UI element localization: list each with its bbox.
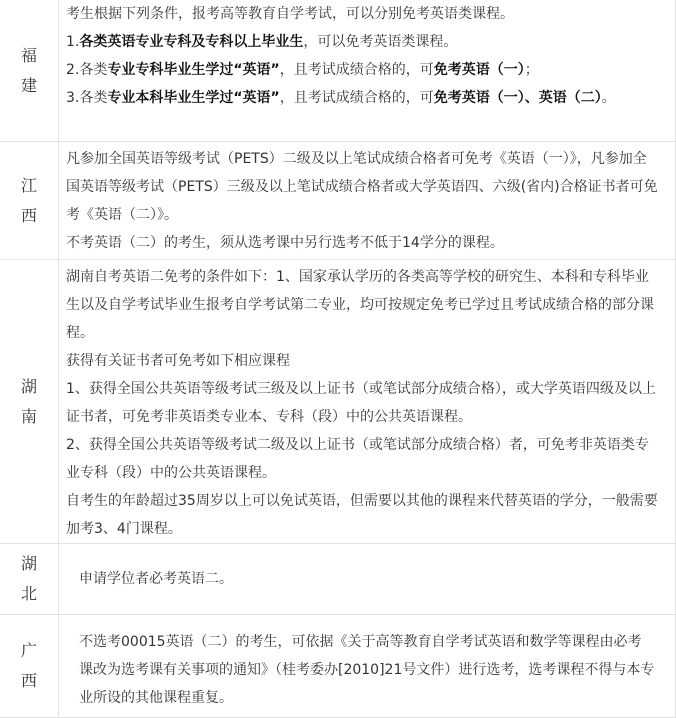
table-row [0, 260, 675, 544]
province-cell [0, 142, 59, 259]
province-cell [0, 0, 59, 141]
policy-paragraph: 1.各类英语专业专科及专科以上毕业生，可以免考英语类课程。 [66, 34, 458, 50]
province-cell [0, 260, 59, 543]
policy-paragraph: 2.各类专业专科毕业生学过“英语”，且考试成绩合格的，可免考英语（一）； [66, 62, 539, 78]
table-row [0, 615, 675, 718]
policy-text-emphasis: 免考英语（一）、英语（二） [433, 90, 602, 106]
table-row [0, 544, 675, 615]
policy-paragraph: 3.各类专业本科毕业生学过“英语”，且考试成绩合格的，可免考英语（一）、英语（二）。 [66, 90, 616, 106]
province-label: 福建 [20, 45, 37, 95]
policy-cell [59, 142, 675, 259]
policy-paragraph: 2、获得全国公共英语等级考试二级及以上证书（或笔试部分成绩合格）者，可免考非英语类专业专科（段）中的公共英语课程。 [66, 437, 649, 481]
policy-paragraph: 自考生的年龄超过35周岁以上可以免试英语，但需要以其他的课程来代替英语的学分，一般需要加考3、4门课程。 [66, 493, 658, 537]
policy-text-emphasis: 专业本科毕业生学过“英语” [107, 90, 280, 106]
province-label: 湖南 [20, 376, 37, 426]
province-label: 广西 [20, 641, 37, 690]
table-row [0, 0, 675, 142]
province-cell [0, 615, 59, 717]
policy-cell [59, 0, 675, 141]
policy-cell [59, 615, 675, 717]
policy-paragraph: 不选考00015英语（二）的考生，可依据《关于高等教育自学考试英语和数学等课程由必考课改为选考课有关事项的通知》（桂考委办[2010]21号文件）进行选考，选考课程不得与本专业所设的其他课程重复。 [79, 634, 655, 706]
policy-paragraph: 湖南自考英语二免考的条件如下：1、国家承认学历的各类高等学校的研究生、本科和专科毕业生以及自学考试毕业生报考自学考试第二专业，均可按规定免考已学过且考试成绩合格的部分课程。 [66, 269, 654, 341]
policy-paragraph: 不考英语（二）的考生，须从选考课中另行选考不低于14学分的课程。 [66, 235, 504, 251]
province-cell [0, 544, 59, 614]
table-row [0, 142, 675, 260]
policy-paragraph: 考生根据下列条件，报考高等教育自学考试，可以分别免考英语类课程。 [66, 6, 514, 22]
province-label: 江西 [20, 175, 37, 225]
policy-text-emphasis: 各类英语专业专科及专科以上毕业生 [79, 34, 304, 50]
policy-text-emphasis: 免考英语（一） [433, 62, 525, 78]
policy-cell [59, 544, 675, 614]
policy-paragraph: 1、获得全国公共英语等级考试三级及以上证书（或笔试部分成绩合格），或大学英语四级及以上证书者，可免考非英语类专业本、专科（段）中的公共英语课程。 [66, 381, 656, 425]
policy-cell [59, 260, 675, 543]
policy-paragraph: 申请学位者必考英语二。 [79, 571, 233, 587]
policy-paragraph: 获得有关证书者可免考如下相应课程 [66, 353, 290, 369]
policy-text-emphasis: 专业专科毕业生学过“英语” [107, 62, 280, 78]
policy-paragraph: 凡参加全国英语等级考试（PETS）二级及以上笔试成绩合格者可免考《英语（一）》，凡参加全国英语等级考试（PETS）三级及以上笔试成绩合格者或大学英语四、六级(省内)合格证书者可免考《英语（二）》。 [66, 151, 658, 223]
province-label: 湖北 [20, 554, 37, 603]
